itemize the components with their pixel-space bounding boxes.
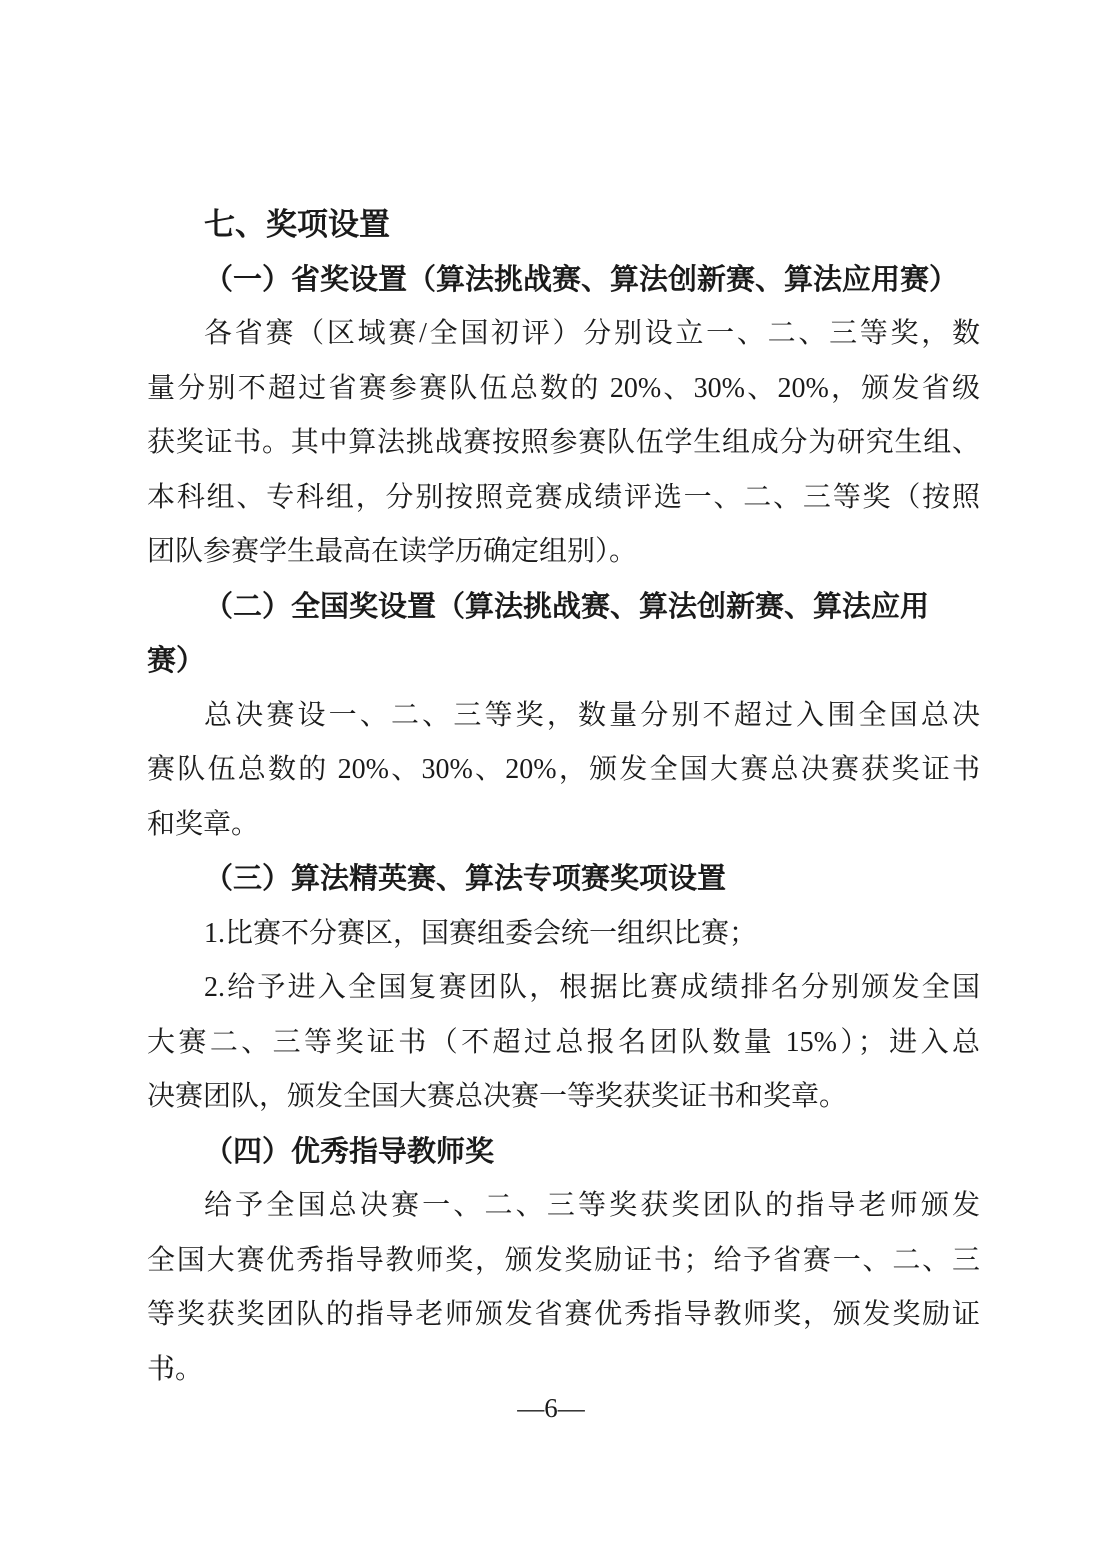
text-line: 量分别不超过省赛参赛队伍总数的 20%、30%、20%，颁发省级 xyxy=(147,372,980,404)
text-line: 总决赛设一、二、三等奖，数量分别不超过入围全国总决 xyxy=(204,699,980,731)
section-heading: （四）优秀指导教师奖 xyxy=(204,1135,495,1168)
text-line: 决赛团队，颁发全国大赛总决赛一等奖获奖证书和奖章。 xyxy=(147,1081,848,1112)
text-line: 等奖获奖团队的指导老师颁发省赛优秀指导教师奖，颁发奖励证 xyxy=(147,1299,980,1330)
section-heading: 赛） xyxy=(147,645,206,677)
text-line: 全国大赛优秀指导教师奖，颁发奖励证书；给予省赛一、二、三 xyxy=(147,1244,980,1276)
text-line: 书。 xyxy=(147,1353,204,1385)
text-line: 赛队伍总数的 20%、30%、20%，颁发全国大赛总决赛获奖证书 xyxy=(147,754,980,785)
text-line: 2.给予进入全国复赛团队，根据比赛成绩排名分别颁发全国 xyxy=(204,972,980,1003)
text-line: 大赛二、三等奖证书（不超过总报名团队数量 15%）；进入总 xyxy=(147,1026,980,1058)
text-line: 给予全国总决赛一、二、三等奖获奖团队的指导老师颁发 xyxy=(204,1190,980,1221)
text-line: 和奖章。 xyxy=(147,808,260,840)
text-line: 各省赛（区域赛/全国初评）分别设立一、二、三等奖，数 xyxy=(204,318,980,349)
text-line: 团队参赛学生最高在读学历确定组别）。 xyxy=(147,536,638,567)
section-heading: （三）算法精英赛、算法专项赛奖项设置 xyxy=(204,863,727,895)
text-line: 1.比赛不分赛区，国赛组委会统一组织比赛； xyxy=(204,917,758,949)
chapter-heading: 七、奖项设置 xyxy=(204,207,390,242)
document-content xyxy=(147,198,980,1397)
text-line: 本科组、专科组，分别按照竞赛成绩评选一、二、三等奖（按照 xyxy=(147,481,980,513)
text-line: 获奖证书。其中算法挑战赛按照参赛队伍学生组成分为研究生组、 xyxy=(147,427,980,458)
page-number: —6— xyxy=(517,1393,585,1423)
section-heading: （一）省奖设置（算法挑战赛、算法创新赛、算法应用赛） xyxy=(204,263,959,296)
section-heading: （二）全国奖设置（算法挑战赛、算法创新赛、算法应用 xyxy=(204,590,930,623)
